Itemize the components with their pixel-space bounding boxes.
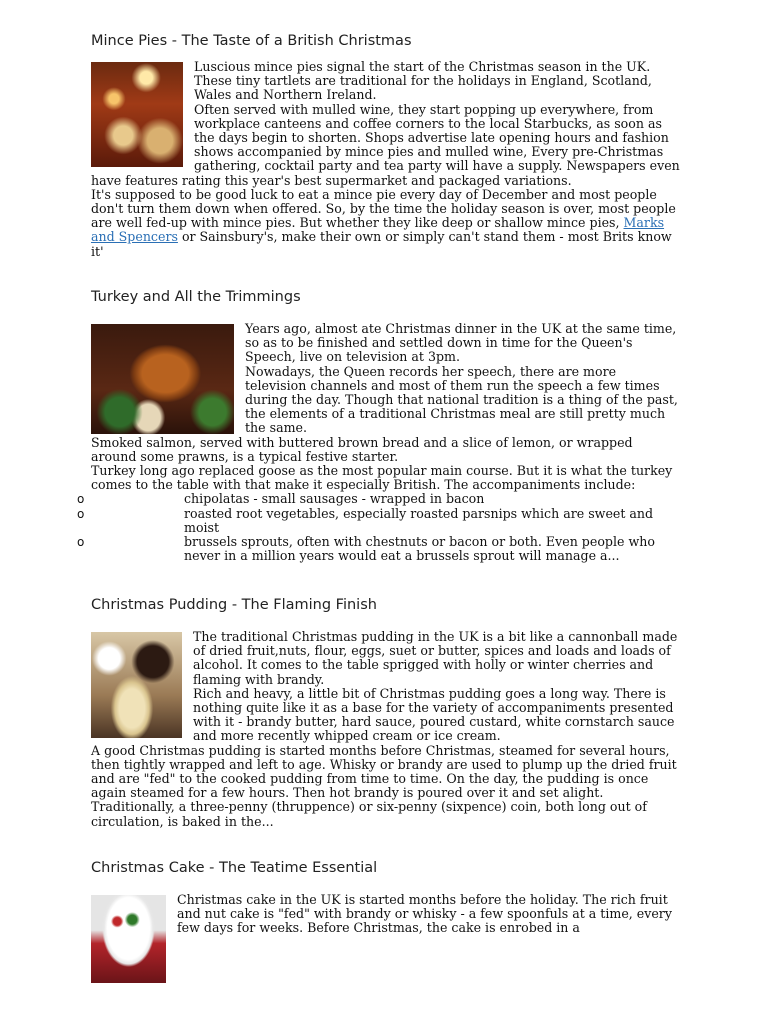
paragraph: Traditionally, a three-penny (thruppence) or six-penny (sixpence) coin, both long out of circulation, is baked in the...: [91, 799, 647, 829]
section-heading-cake: Christmas Cake - The Teatime Essential: [91, 860, 378, 876]
marks-and-spencers-link[interactable]: Marks and Spencers: [91, 215, 665, 245]
paragraph-text: or Sainsbury's, make their own or simply can't stand them - most Brits know it': [91, 229, 672, 259]
bullet-marker: o: [77, 535, 85, 550]
section-pudding: [91, 630, 681, 829]
list-item-text: chipolatas - small sausages - wrapped in bacon: [184, 491, 485, 507]
christmas-cake-photo: [91, 895, 166, 983]
paragraph: [91, 188, 681, 259]
paragraph: Rich and heavy, a little bit of Christmas pudding goes a long way. There is nothing quite like it as a base for the variety of accompaniments presented with it - brandy butter, hard sauce, poured custard, white cornstarch sauce and more recently whipped cream or ice cream.: [193, 685, 675, 744]
bullet-marker: o: [77, 492, 85, 507]
section-heading-turkey: Turkey and All the Trimmings: [91, 289, 301, 305]
list-item-text: brussels sprouts, often with chestnuts or bacon or both. Even people who never in a million years would eat a brussels sprout will manage a...: [184, 534, 655, 564]
section-cake: [91, 893, 681, 983]
paragraph: The traditional Christmas pudding in the UK is a bit like a cannonball made of dried fruit,nuts, flour, eggs, suet or butter, spices and loads and loads of alcohol. It comes to the table sprigged with holly or winter cherries and flaming with brandy.: [193, 629, 678, 687]
section-turkey: [77, 321, 681, 564]
list-item: [77, 491, 681, 507]
accompaniments-list: [77, 491, 681, 564]
list-item: [77, 505, 681, 535]
section-heading-pudding: Christmas Pudding - The Flaming Finish: [91, 597, 377, 613]
paragraph-text: It's supposed to be good luck to eat a mince pie every day of December and most people don't turn them down when offered. So, by the time the holiday season is over, most people are well fed-up with mince pies. But whether they like deep or shallow mince pies,: [91, 186, 676, 231]
paragraph: A good Christmas pudding is started months before Christmas, steamed for several hours, then tightly wrapped and left to age. Whisky or brandy are used to plump up the dried fruit and are "fed" to the cooked pudding from time to time. On the day, the pudding is once again steamed for a few hours. Then hot brandy is poured over it and set alight.: [91, 742, 677, 801]
paragraph: Often served with mulled wine, they start popping up everywhere, from workplace canteens and coffee corners to the local Starbucks, as soon as the days begin to shorten. Shops advertise late opening hours and fashion shows accompanied by mince pies and mulled wine, Every pre-Christmas gathering, cocktail party and tea party will have a supply. Newspapers even have features rating this year's best supermarket and packaged variations.: [91, 101, 680, 188]
section-mince-pies: [91, 60, 681, 259]
paragraph: Years ago, almost ate Christmas dinner in the UK at the same time, so as to be finished and settled down in time for the Queen's Speech, live on television at 3pm.: [245, 321, 677, 365]
section-heading-mince-pies: Mince Pies - The Taste of a British Christmas: [91, 33, 412, 49]
list-item-text: roasted root vegetables, especially roasted parsnips which are sweet and moist: [184, 505, 654, 535]
paragraph: Nowadays, the Queen records her speech, there are more television channels and most of them run the speech a few times during the day. Though that national tradition is a thing of the past, the elements of a traditional Christmas meal are still pretty much the same.: [245, 363, 678, 436]
christmas-pudding-photo: [91, 632, 182, 738]
paragraph: Christmas cake in the UK is started months before the holiday. The rich fruit and nut cake is "fed" with brandy or whisky - a few spoonfuls at a time, every few days for weeks. Before Christmas, the cake is enrobed in a: [177, 892, 672, 936]
bullet-marker: o: [77, 506, 85, 521]
paragraph: Luscious mince pies signal the start of the Christmas season in the UK. These tiny tartlets are traditional for the holidays in England, Scotland, Wales and Northern Ireland.: [194, 59, 652, 103]
paragraph: Turkey long ago replaced goose as the most popular main course. But it is what the turkey comes to the table with that make it especially British. The accompaniments include:: [91, 463, 673, 493]
turkey-dinner-photo: [91, 324, 234, 434]
mince-pies-photo: [91, 62, 183, 167]
list-item: [77, 534, 681, 564]
paragraph: Smoked salmon, served with buttered brown bread and a slice of lemon, or wrapped around some prawns, is a typical festive starter.: [91, 434, 633, 464]
